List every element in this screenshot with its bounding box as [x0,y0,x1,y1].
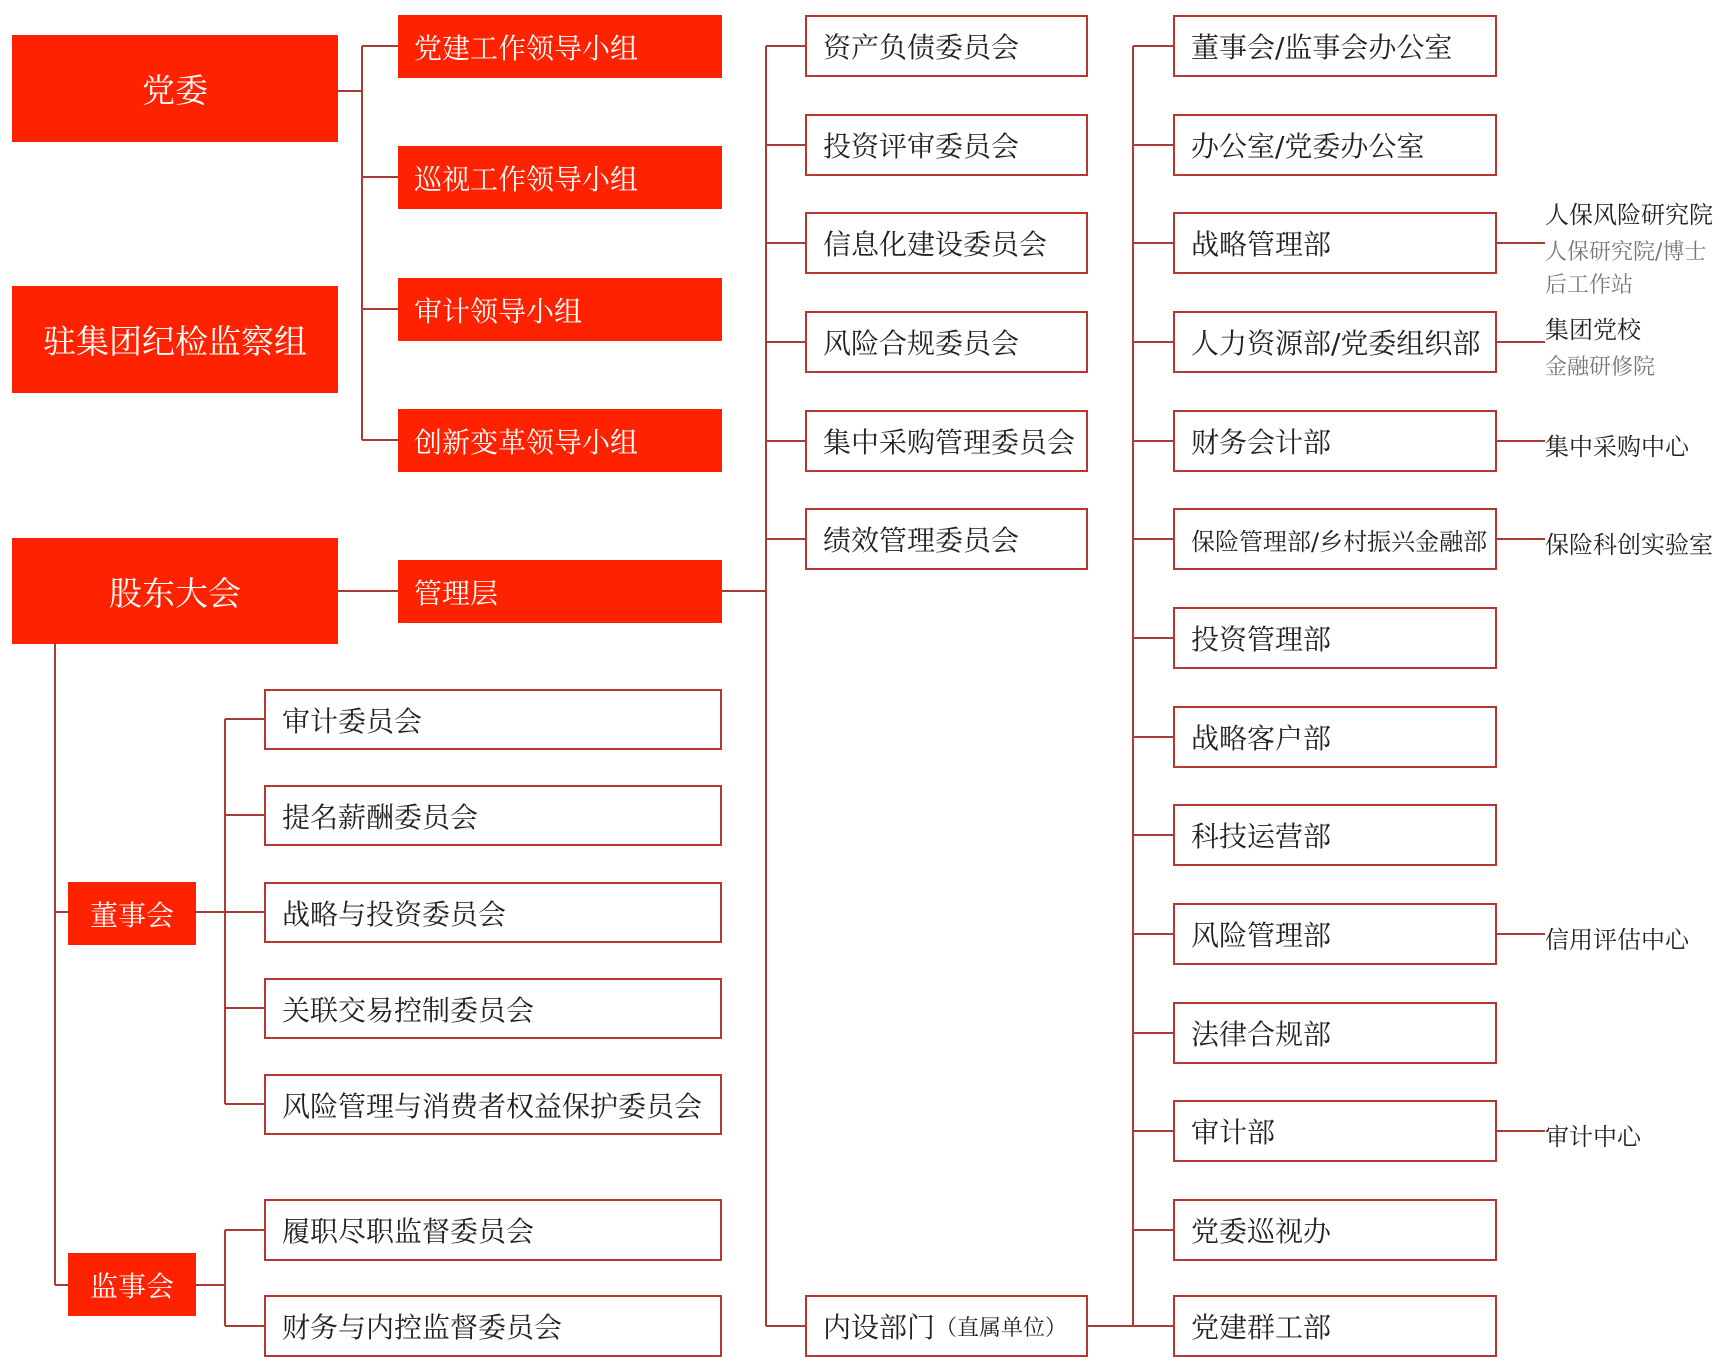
affiliate-credit-center: 信用评估中心 [1545,926,1689,954]
management-box: 管理层 [398,560,722,623]
department-item: 董事会/监事会办公室 [1173,15,1497,77]
department-item: 办公室/党委办公室 [1173,114,1497,176]
affiliate-procurement-center: 集中采购中心 [1545,433,1689,461]
board-committee-item: 关联交易控制委员会 [264,978,722,1039]
board-committee-item: 提名薪酬委员会 [264,785,722,846]
board-committee-item: 风险管理与消费者权益保护委员会 [264,1074,722,1135]
department-item: 财务会计部 [1173,410,1497,472]
internal-departments-suffix: （直属单位） [935,1315,1068,1341]
department-item: 战略客户部 [1173,706,1497,768]
affiliate-party-school: 集团党校 [1545,316,1641,344]
party-group-item: 党建工作领导小组 [398,15,722,78]
department-item: 战略管理部 [1173,212,1497,274]
supervisor-committee-item: 财务与内控监督委员会 [264,1295,722,1357]
affiliate-research-postdoc: 人保研究院/博士 [1545,240,1707,265]
shareholders-meeting-box: 股东大会 [12,538,338,644]
party-committee-box: 党委 [12,35,338,142]
board-committee-item: 战略与投资委员会 [264,882,722,943]
management-committee-item: 风险合规委员会 [805,311,1088,373]
board-of-directors-box: 董事会 [68,882,196,945]
internal-departments-label: 内设部门 [823,1311,936,1344]
affiliate-insurance-lab: 保险科创实验室 [1545,531,1713,559]
department-item: 人力资源部/党委组织部 [1173,311,1497,373]
department-item: 审计部 [1173,1100,1497,1162]
board-of-supervisors-box: 监事会 [68,1253,196,1316]
discipline-inspection-group-box: 驻集团纪检监察组 [12,286,338,393]
affiliate-audit-center: 审计中心 [1545,1123,1641,1151]
department-item: 科技运营部 [1173,804,1497,866]
department-item: 党建群工部 [1173,1295,1497,1357]
affiliate-research-institute: 人保风险研究院 [1545,201,1713,229]
party-group-item: 巡视工作领导小组 [398,146,722,209]
management-committee-item: 资产负债委员会 [805,15,1088,77]
management-committee-item: 投资评审委员会 [805,114,1088,176]
department-item: 风险管理部 [1173,903,1497,965]
department-item: 保险管理部/乡村振兴金融部 [1173,508,1497,570]
internal-departments-box [805,1295,1088,1357]
affiliate-finance-academy: 金融研修院 [1545,355,1656,380]
board-committee-item: 审计委员会 [264,689,722,750]
management-committee-item: 信息化建设委员会 [805,212,1088,274]
management-committee-item: 绩效管理委员会 [805,508,1088,570]
supervisor-committee-item: 履职尽职监督委员会 [264,1199,722,1261]
department-item: 党委巡视办 [1173,1199,1497,1261]
affiliate-research-postdoc-cont: 后工作站 [1545,273,1634,298]
department-item: 法律合规部 [1173,1002,1497,1064]
party-group-item: 审计领导小组 [398,278,722,341]
department-item: 投资管理部 [1173,607,1497,669]
management-committee-item: 集中采购管理委员会 [805,410,1088,472]
party-group-item: 创新变革领导小组 [398,409,722,472]
